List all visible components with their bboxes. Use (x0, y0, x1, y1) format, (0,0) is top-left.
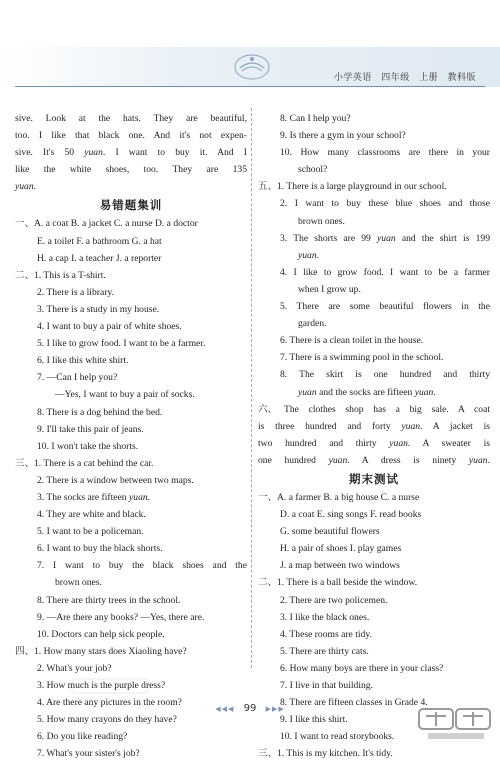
answer-row: H. a pair of shoes I. play games (280, 543, 402, 555)
answer-row: 五、1. There is a large playground in our school. (258, 181, 447, 193)
left-arrows-icon: ◀◀◀ (215, 705, 235, 713)
header-subject: 小学英语 (333, 73, 372, 83)
answer-row: 8. There are fifteen classes in Grade 4. (280, 697, 428, 709)
answer-row: 10. How many classrooms are there in your (280, 147, 490, 159)
answer-row: 3. The shorts are 99 yuan and the shirt is 199 (280, 232, 490, 244)
faint-stamp-icon (70, 676, 150, 696)
answer-row: yuan and the socks are fifteen yuan. (298, 386, 436, 398)
answer-row: 三、1. There is a cat behind the car. (15, 457, 154, 469)
answer-row: E. a toilet F. a bathroom G. a hat (37, 235, 162, 247)
answer-row: J. a map between two windows (280, 560, 400, 572)
answer-row: 4. I want to buy a pair of white shoes. (37, 321, 182, 333)
answer-row: 2. There is a window between two maps. (37, 474, 194, 486)
answer-row: when I grow up. (298, 283, 361, 295)
answer-row: 9. —Are there any books? —Yes, there are. (37, 611, 205, 623)
section-heading-final-test: 期末测试 (349, 471, 399, 486)
header-edition: 教科版 (447, 73, 476, 83)
answer-row: 8. The skirt is one hundred and thirty (280, 369, 490, 381)
answer-row: 5. How many crayons do they have? (37, 714, 177, 726)
answer-row: 7. There is a swimming pool in the school. (280, 352, 444, 364)
answer-row: 6. There is a clean toilet in the house. (280, 335, 424, 347)
answer-row: 6. How many boys are there in your class? (280, 662, 444, 674)
page-number-value: 99 (243, 703, 257, 714)
answer-row: —Yes, I want to buy a pair of socks. (55, 389, 195, 401)
answer-row: 3. The socks are fifteen yuan. (37, 491, 151, 503)
answer-row: is three hundred and forty yuan. A jacket is (258, 420, 490, 432)
header-info (328, 70, 476, 83)
right-column (258, 110, 490, 762)
answer-row: 8. Can I help you? (280, 113, 351, 124)
answer-row: 10. I want to read storybooks. (280, 731, 395, 743)
answer-row: 8. There are thirty trees in the school. (37, 594, 181, 606)
header-grade: 四年级 (381, 73, 410, 83)
answer-row: brown ones. (55, 577, 102, 589)
answer-row: 2. There is a library. (37, 286, 114, 298)
answer-row: one hundred yuan. A dress is ninety yuan. (258, 454, 490, 466)
answer-row: 二、1. There is a ball beside the window. (258, 577, 418, 589)
answer-row: two hundred and thirty yuan. A sweater is (258, 437, 490, 449)
left-column (15, 110, 247, 762)
answer-row: 3. I like the black ones. (280, 611, 370, 623)
answer-row: 6. I want to buy the black shorts. (37, 543, 163, 555)
answer-row: 一、A. a farmer B. a big house C. a nurse (258, 491, 420, 503)
answer-row: 2. There are two policemen. (280, 594, 388, 606)
text-line: sive. It's 50 yuan. I want to buy it. And I (15, 147, 247, 159)
answer-row: brown ones. (298, 215, 345, 227)
answer-row: 一、A. a coat B. a jacket C. a nurse D. a doctor (15, 218, 198, 230)
answer-row: 9. Is there a gym in your school? (280, 130, 406, 142)
answer-row: 2. What's your job? (37, 662, 112, 674)
answer-row: 10. I won't take the shorts. (37, 440, 139, 452)
book-logo-icon (232, 50, 272, 82)
answer-row: school? (298, 164, 328, 176)
answer-row: 二、1. This is a T-shirt. (15, 269, 106, 281)
answer-row: 5. I like to grow food. I want to be a farmer. (37, 338, 206, 350)
answer-row: 六、 The clothes shop has a big sale. A coat (258, 403, 490, 415)
answer-row: 4. Are there any pictures in the room? (37, 697, 182, 709)
answer-row: 3. How much is the purple dress? (37, 680, 166, 691)
answer-row: 6. I like this white shirt. (37, 355, 129, 367)
text-line: too. I like that black one. And it's not expen- (15, 130, 247, 142)
answer-row: G. some beautiful flowers (280, 526, 380, 538)
answer-row: 四、1. How many stars does Xiaoling have? (15, 645, 187, 657)
answer-row: garden. (298, 318, 327, 330)
answer-row: 9. I like this shirt. (280, 714, 348, 726)
column-divider (251, 108, 252, 668)
answer-row: 8. There is a dog behind the bed. (37, 406, 163, 418)
answer-row: 7. I want to buy the black shoes and the (37, 560, 247, 572)
answer-row: 5. I want to be a policeman. (37, 526, 144, 538)
answer-row: yuan. (298, 249, 320, 261)
answer-row: 5. There are thirty cats. (280, 645, 369, 657)
text-line: yuan. (15, 181, 37, 193)
answer-row: 7. —Can I help you? (37, 372, 118, 384)
answer-row: 2. I want to buy these blue shoes and those (280, 198, 490, 210)
answer-row: D. a coat E. sing songs F. read books (280, 509, 422, 521)
answer-row: 4. These rooms are tidy. (280, 628, 372, 640)
answer-row: 5. There are some beautiful flowers in the (280, 301, 490, 313)
answer-row: H. a cap I. a teacher J. a reporter (37, 252, 162, 264)
right-arrows-icon: ▶▶▶ (265, 705, 285, 713)
answer-row: 7. I live in that building. (280, 680, 373, 691)
text-line: like the white shoes, too. They are 135 (15, 164, 247, 176)
answer-row: 3. There is a study in my house. (37, 303, 160, 315)
answer-row: 三、1. This is my kitchen. It's tidy. (258, 748, 393, 760)
header-rule (15, 86, 485, 87)
section-heading-error-practice: 易错题集训 (99, 198, 163, 213)
answer-row: 4. I like to grow food. I want to be a farmer (280, 266, 490, 278)
text-line: sive. Look at the hats. They are beautiful, (15, 113, 247, 124)
answer-row: 7. What's your sister's job? (37, 748, 140, 760)
answer-row: 6. Do you like reading? (37, 731, 128, 743)
answer-row: 10. Doctors can help sick people. (37, 628, 165, 640)
header-term: 上册 (419, 73, 439, 83)
answer-row: 9. I'll take this pair of jeans. (37, 423, 144, 435)
watermark-logo-icon (418, 708, 492, 742)
answer-row: 4. They are white and black. (37, 509, 146, 521)
